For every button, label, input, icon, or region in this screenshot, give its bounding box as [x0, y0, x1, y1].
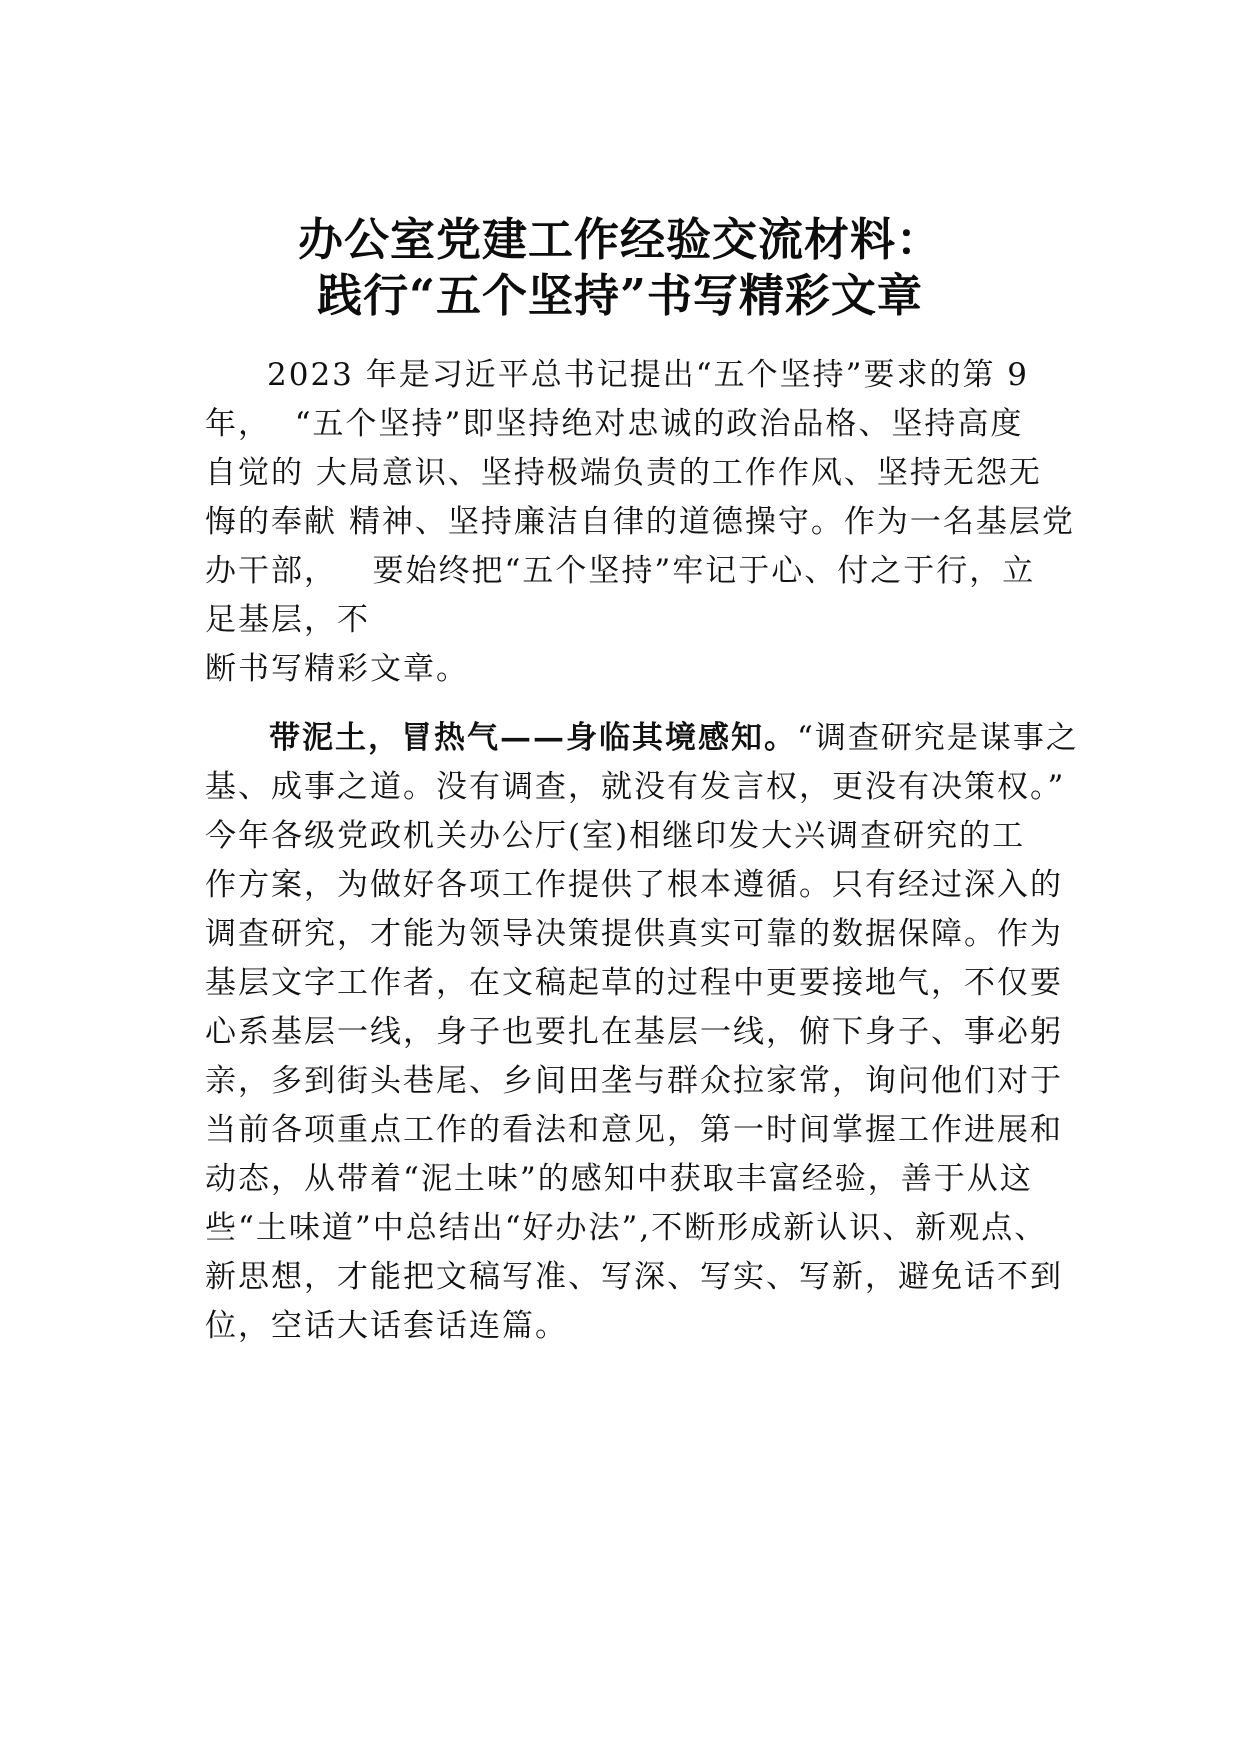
text-line: 基层文字工作者，在文稿起草的过程中更要接地气，不仅要: [205, 965, 1063, 1001]
text-line: 悔的奉献 精神、坚持廉洁自律的道德操守。作为一名基层党: [205, 504, 1075, 540]
text-line: 位，空话大话套话连篇。: [205, 1308, 568, 1344]
text-line: 基、成事之道。没有调查，就没有发言权，更没有决策权。”: [205, 769, 1066, 805]
text-line: 新思想，才能把文稿写准、写深、写实、写新，避免话不到: [205, 1259, 1063, 1295]
text-line: 年， “五个坚持”即坚持绝对忠诚的政治品格、坚持高度: [205, 406, 1024, 442]
text-line: 亲，多到街头巷尾、乡间田垄与群众拉家常，询问他们对于: [205, 1063, 1063, 1099]
document-title-line-2: 践行“五个坚持”书写精彩文章: [317, 269, 923, 322]
text-line: 自觉的 大局意识、坚持极端负责的工作作风、坚持无怨无: [205, 455, 1042, 491]
text-line: 作方案，为做好各项工作提供了根本遵循。只有经过深入的: [205, 867, 1063, 903]
text-line: 足基层，不: [205, 602, 370, 638]
text-line: 2023 年是习近平总书记提出“五个坚持”要求的第 9: [267, 357, 1030, 393]
text-line: 断书写精彩文章。: [205, 651, 469, 687]
text-line: 心系基层一线，身子也要扎在基层一线，俯下身子、事必躬: [205, 1014, 1063, 1050]
section-heading-continuation: “调查研究是谋事之: [797, 720, 1079, 756]
text-line: 办干部， 要始终把“五个坚持”牢记于心、付之于行，立: [205, 553, 1036, 589]
text-line: 调查研究，才能为领导决策提供真实可靠的数据保障。作为: [205, 916, 1063, 952]
section-heading: 带泥土，冒热气——身临其境感知。: [269, 720, 797, 756]
text-line: 些“土味道”中总结出“好办法”,不断形成新认识、新观点、: [205, 1210, 1048, 1246]
document-title-line-1: 办公室党建工作经验交流材料：: [297, 213, 942, 266]
text-line: 动态，从带着“泥土味”的感知中获取丰富经验，善于从这: [205, 1161, 1033, 1197]
text-line: 当前各项重点工作的看法和意见，第一时间掌握工作进展和: [205, 1112, 1063, 1148]
text-line: 今年各级党政机关办公厅(室)相继印发大兴调查研究的工: [205, 818, 1026, 854]
text-line-first: [269, 713, 1079, 763]
